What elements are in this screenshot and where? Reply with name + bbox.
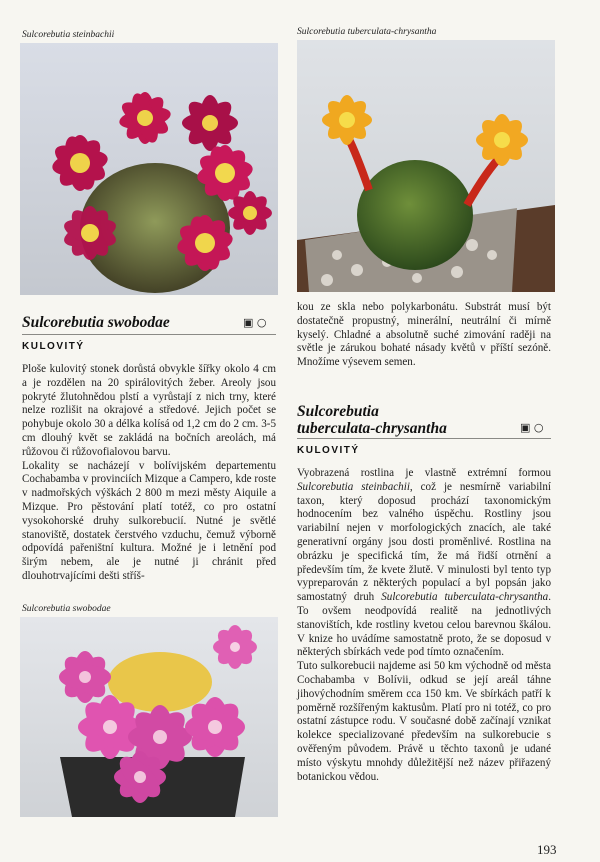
species-title-swobodae: Sulcorebutia swobodae <box>22 314 170 331</box>
description-swobodae <box>22 363 276 584</box>
photo-caption-swobodae: Sulcorebutia swobodae <box>22 604 111 614</box>
photo-caption-tuberculata: Sulcorebutia tuberculata-chrysantha <box>297 27 437 37</box>
title-rule <box>297 438 551 439</box>
paragraph: kou ze skla nebo polykarbonátu. Substrát musí být dostatečně propustný, minerální, neutrální či mírně kyselý. Chladné a absolutně suché zimování raději na světle je zárukou bohaté násady květů v příští sezóně. Množíme výsevem semen. <box>297 301 551 369</box>
cultivation-symbols: ▣ ○ <box>243 316 267 329</box>
species-title-tuberculata <box>297 403 447 437</box>
photo-sulcorebutia-swobodae <box>20 617 278 817</box>
cultivation-symbols: ▣ ○ <box>520 421 544 434</box>
photo-caption-steinbachii: Sulcorebutia steinbachii <box>22 30 115 40</box>
species-name: Sulcorebutia steinbachii <box>297 480 410 493</box>
shape-label: KULOVITÝ <box>297 445 360 456</box>
paragraph: Ploše kulovitý stonek dorůstá obvykle šířky okolo 4 cm a je rozdělen na 20 spirálovitých žeber. Areoly jsou pokryté žlutohnědou plstí a vyrůstají z nich trny, které nelze rozlišit na okrajové a středové. Jejich počet se pohybuje okolo 30 a délka kolísá od 1,2 cm do 2 cm. 3-5 cm dlouhý květ se zakládá na bočních areolách, má růžovou či růžovofialovou barvu. <box>22 363 276 458</box>
paragraph: Lokality se nacházejí v bolívijském departementu Cochabamba v provinciích Mizque a Campero, kde roste v nadmořských výškách 2 800 m mezi městy Aiquile a Mizque. Pro pěstování platí totéž, co pro ostatní vysokohorské druhy sulkorebucií. Nutné je světlé stanoviště, dostatek čerstvého vzduchu, čemuž výborně odpovídá pařeništní kultura. Možné je i letnění pod širým nebem, ale je nutné ji chránit před dlouhotrvajícími dešti stříš- <box>22 459 276 582</box>
title-rule <box>22 334 276 335</box>
continuation-text <box>297 301 551 370</box>
description-tuberculata <box>297 467 551 784</box>
shape-label: KULOVITÝ <box>22 341 85 352</box>
paragraph: Tuto sulkorebucii najdeme asi 50 km východně od města Cochabamba v Bolívii, odkud se její areál táhne jihovýchodním směrem cca 150 km. Ve sbírkách patří k poměrně rozšířeným kaktusům. Platí pro ni totéž, co pro ostatní zástupce rodu. V současné době začínají vznikat kolekce specializované především na sulkorebucie s ověřeným původem. Právě u těchto taxonů je udané místo výskytu mnohdy důležitější než název přiřazený botanickou vědou. <box>297 660 551 783</box>
photo-sulcorebutia-steinbachii <box>20 43 278 295</box>
paragraph: Vyobrazená rostlina je vlastně extrémní formou Sulcorebutia steinbachii, což je nesmírně variabilní taxon, který doposud prochází taxonomickým hodnocením bez valného úspěchu. Rostliny jsou variabilní nejen v morfologických znacích, ale také generativní orgány jsou dosti proměnlivé. Rostlina na obrázku je specifická tím, že má řidší otrnění a především tím, že kvete žlutě. V minulosti byl tento typ vypreparován z některých populací a byl popsán jako samostatný druh Sulcorebutia tuberculata-chrysantha. To ovšem neodpovídá realitě na jednotlivých stanovištích, kde rostliny kvetou celou barevnou škálou. V knize ho uvádíme samostatně proto, že se doposud v některých sbírkách vede pod tímto označením. <box>297 467 551 659</box>
title-line: tuberculata-chrysantha <box>297 420 447 437</box>
species-name: Sulcorebutia tuberculata-chrysantha <box>381 591 549 604</box>
photo-sulcorebutia-tuberculata-chrysantha <box>297 40 555 292</box>
title-line: Sulcorebutia <box>297 403 379 420</box>
page-number: 193 <box>537 842 557 857</box>
